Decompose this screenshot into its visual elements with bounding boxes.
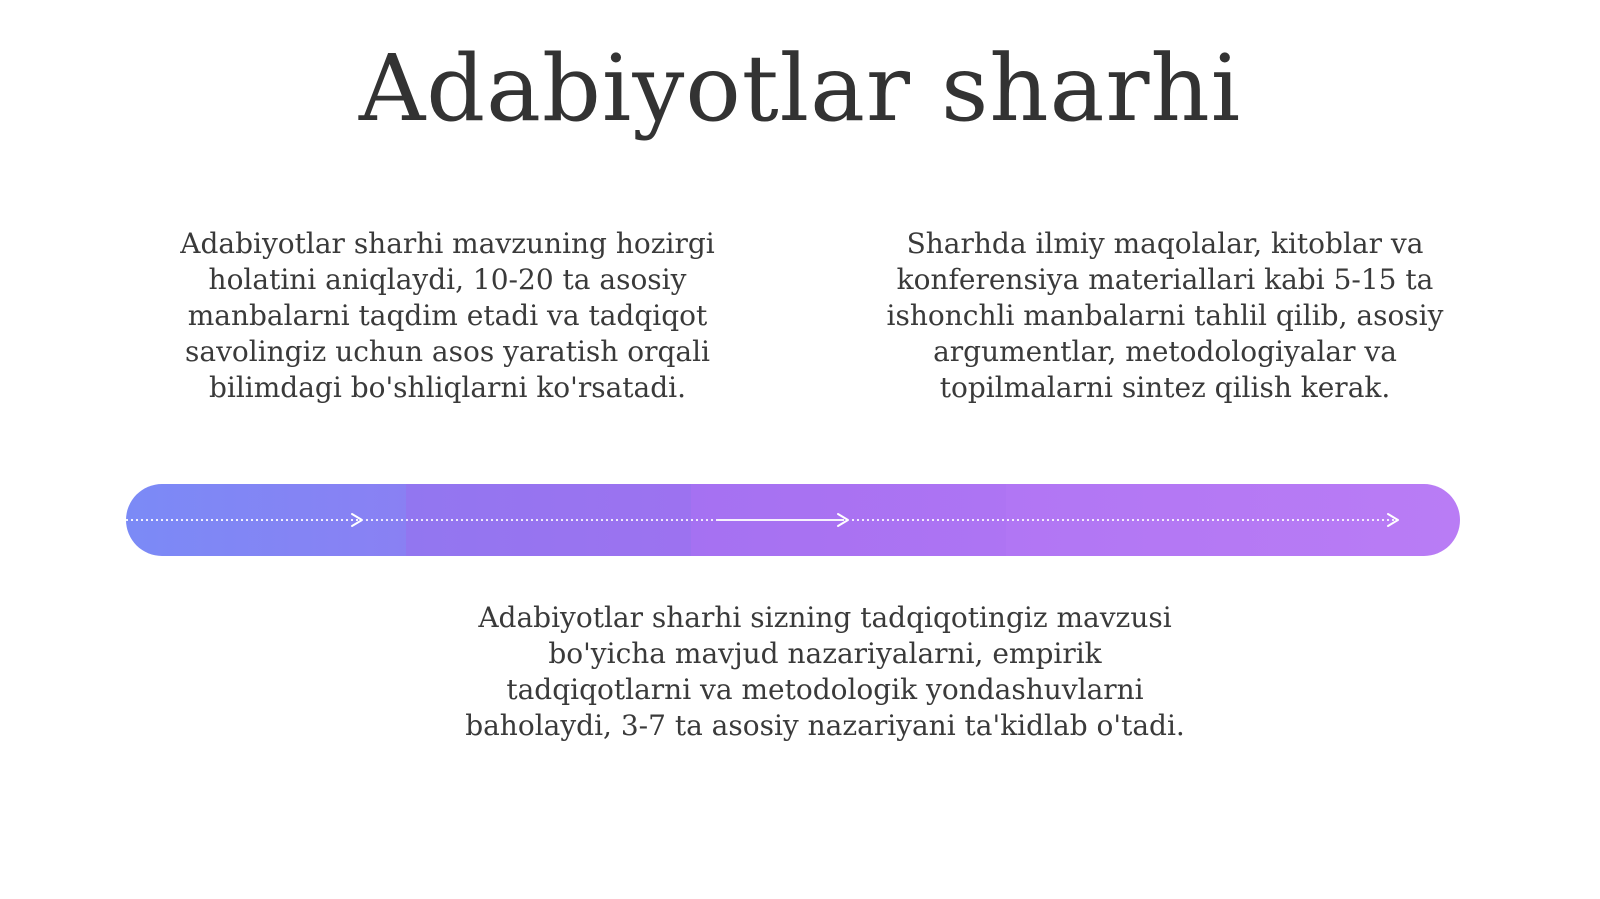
paragraph-right: Sharhda ilmiy maqolalar, kitoblar va konferensiya materiallari kabi 5-15 ta ishonchli manbalarni tahlil qilib, asosiy argumentlar, metodologiyalar va topilmalarni sintez qilish kerak.: [886, 227, 1444, 404]
paragraph-bottom: Adabiyotlar sharhi sizning tadqiqotingiz mavzusi bo'yicha mavjud nazariyalarni, empirik tadqiqotlarni va metodologik yondashuvlarni baholaydi, 3-7 ta asosiy nazariyani ta'kidlab o'tadi.: [465, 601, 1185, 742]
slide-title: Adabiyotlar sharhi: [358, 35, 1242, 142]
paragraph-left: Adabiyotlar sharhi mavzuning hozirgi holatini aniqlaydi, 10-20 ta asosiy manbalarni taqdim etadi va tadqiqot savolingiz uchun asos yaratish orqali bilimdagi bo'shliqlarni ko'rsatadi.: [180, 227, 715, 404]
timeline-bar: [126, 484, 1460, 556]
timeline-graphic: [126, 484, 1460, 556]
